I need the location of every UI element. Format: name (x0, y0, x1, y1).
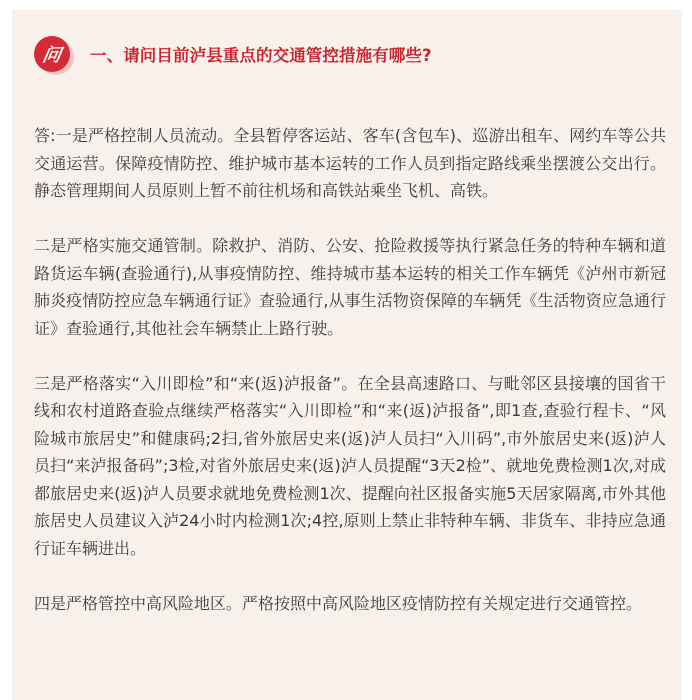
answer-paragraph-4: 四是严格管控中高风险地区。严格按照中高风险地区疫情防控有关规定进行交通管控。 (34, 593, 643, 613)
article-card (12, 10, 682, 700)
question-badge-icon (34, 36, 70, 72)
answer-paragraph-3: 三是严格落实“入川即检”和“来(返)泸报备”。在全县高速路口、与毗邻区县接壤的国省干线和农村道路查验点继续严格落实“入川即检”和“来(返)泸报备”,即1查,查验行程卡、“风险城市旅居史”和健康码;2扫,省外旅居史来(返)泸人员扫“入川码”,市外旅居史来(返)泸人员扫“来泸报备码”;3检,对省外旅居史来(返)泸人员提醒“3天2检”、就地免费检测1次,对成都旅居史来(返)泸人员要求就地免费检测1次、提醒向社区报备实施5天居家隔离,市外其他旅居史人员建议入泸24小时内检测1次;4控,原则上禁止非特种车辆、非货车、非持应急通行证车辆进出。 (34, 373, 666, 558)
answer-body (34, 122, 666, 645)
answer-paragraph-2: 二是严格实施交通管制。除救护、消防、公安、抢险救援等执行紧急任务的特种车辆和道路货运车辆(查验通行),从事疫情防控、维持城市基本运转的相关工作车辆凭《泸州市新冠肺炎疫情防控应急车辆通行证》查验通行,从事生活物资保障的车辆凭《生活物资应急通行证》查验通行,其他社会车辆禁止上路行驶。 (34, 236, 666, 338)
question-title: 一、请问目前泸县重点的交通管控措施有哪些? (90, 46, 432, 65)
question-header (34, 34, 432, 74)
question-badge-text: 问 (40, 45, 63, 66)
answer-paragraph-1: 答:一是严格控制人员流动。全县暂停客运站、客车(含包车)、巡游出租车、网约车等公共交通运营。保障疫情防控、维护城市基本运转的工作人员到指定路线乘坐摆渡公交出行。静态管理期间人员原则上暂不前往机场和高铁站乘坐飞机、高铁。 (34, 126, 666, 200)
